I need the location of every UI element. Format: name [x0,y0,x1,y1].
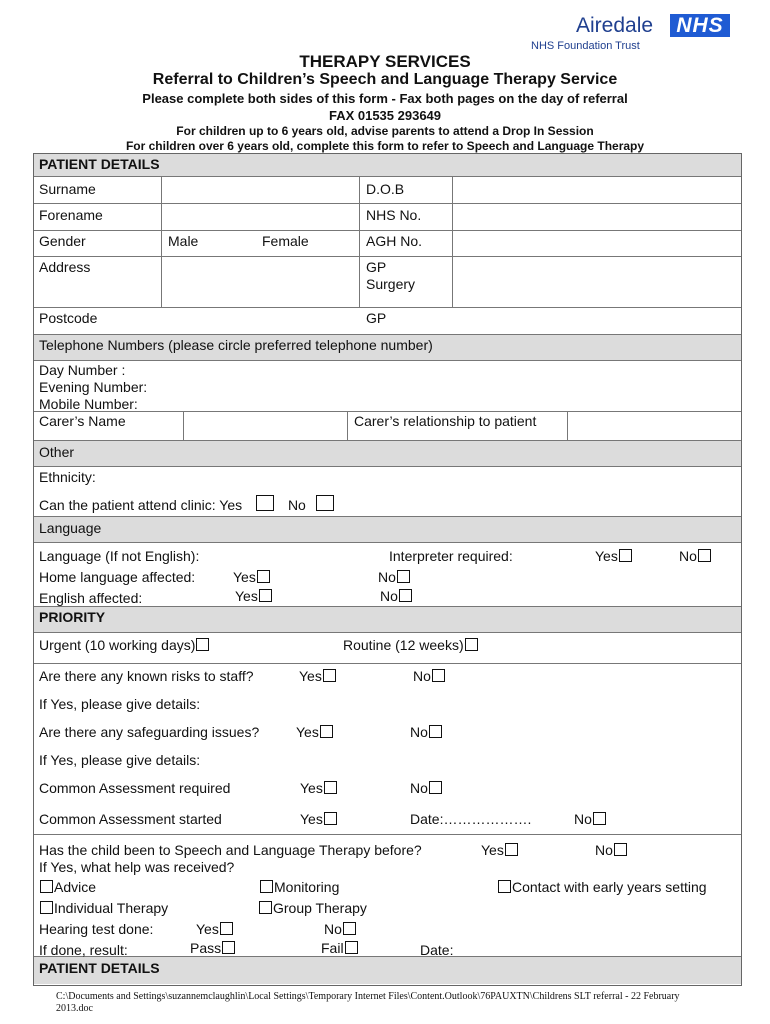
hearing-no [324,921,356,937]
slt-before-yes-checkbox[interactable] [505,843,518,856]
advice-option [40,879,96,895]
gender-female-option[interactable]: Female [262,233,309,249]
attend-clinic-yes-checkbox[interactable] [256,495,274,511]
individual-therapy-label: Individual Therapy [54,900,169,916]
routine-checkbox[interactable] [465,638,478,651]
section-language: Language [39,520,102,536]
group-therapy-checkbox[interactable] [259,901,272,914]
safeguarding-yes-checkbox[interactable] [320,725,333,738]
english-affected-label: English affected: [39,590,143,606]
ca-started-yes [300,811,337,827]
slt-before-no-label: No [595,842,613,858]
day-number-label: Day Number : [39,362,126,378]
note-under-6: For children up to 6 years old, advise parents to attend a Drop In Session [176,124,594,138]
risks-yes [299,668,336,684]
advice-checkbox[interactable] [40,880,53,893]
carer-name-label: Carer’s Name [39,413,126,429]
result-pass [190,940,235,956]
hearing-no-checkbox[interactable] [343,922,356,935]
footer-file-path: C:\Documents and Settings\suzannemclaughlin\Local Settings\Temporary Internet Files\Content.Outlook\76PAUXTN\Childrens SLT referral - 22 February 2013.doc [56,991,680,1014]
section-bar-priority [34,606,741,632]
urgent-label: Urgent (10 working days) [39,637,196,653]
ca-started-label: Common Assessment started [39,811,222,827]
ca-required-yes-checkbox[interactable] [324,781,337,794]
safeguarding-no [410,724,442,740]
instruction-text: Please complete both sides of this form - Fax both pages on the day of referral [142,91,628,106]
forename-label: Forename [39,207,103,223]
interpreter-no-checkbox[interactable] [698,549,711,562]
ca-started-yes-checkbox[interactable] [324,812,337,825]
home-language-no-checkbox[interactable] [397,570,410,583]
ethnicity-label: Ethnicity: [39,469,96,485]
safeguarding-no-label: No [410,724,428,740]
mobile-number-label: Mobile Number: [39,396,138,412]
result-fail-label: Fail [321,940,344,956]
home-language-no [378,569,410,585]
fax-number: FAX 01535 293649 [328,108,442,123]
ca-required-no [410,780,442,796]
language-if-not-english-label: Language (If not English): [39,548,200,564]
english-affected-yes-checkbox[interactable] [259,589,272,602]
english-affected-no-label: No [380,588,398,604]
english-affected-no [380,588,412,604]
hearing-yes [196,921,233,937]
telephone-heading: Telephone Numbers (please circle preferred telephone number) [39,337,433,353]
logo-trust-name: NHS Foundation Trust [531,40,640,52]
interpreter-yes [595,548,632,564]
hearing-no-label: No [324,921,342,937]
slt-before-no-checkbox[interactable] [614,843,627,856]
slt-before-no [595,842,627,858]
early-years-option [498,879,707,895]
routine-option [343,637,478,653]
ca-required-yes [300,780,337,796]
result-date-label: Date: [420,942,454,958]
nhs-number-label: NHS No. [366,207,422,223]
home-language-yes-checkbox[interactable] [257,570,270,583]
ca-started-date-field[interactable]: Date:………………. [410,811,532,827]
individual-therapy-checkbox[interactable] [40,901,53,914]
risks-no-label: No [413,668,431,684]
safeguarding-label: Are there any safeguarding issues? [39,724,260,740]
interpreter-required-label: Interpreter required: [389,548,513,564]
home-language-yes-label: Yes [233,569,256,585]
postcode-label: Postcode [39,310,98,326]
section-bar-language [34,516,741,542]
monitoring-label: Monitoring [274,879,340,895]
section-patient-details: PATIENT DETAILS [39,156,160,172]
result-fail [321,940,358,956]
individual-therapy-option [40,900,168,916]
risks-no-checkbox[interactable] [432,669,445,682]
english-affected-yes [235,588,272,604]
dob-label: D.O.B [366,181,405,197]
ca-required-no-label: No [410,780,428,796]
ca-required-no-checkbox[interactable] [429,781,442,794]
slt-before-label: Has the child been to Speech and Language Therapy before? [39,842,422,858]
interpreter-no-label: No [679,548,697,564]
ca-started-no [574,811,606,827]
gender-male-option[interactable]: Male [168,233,199,249]
page-subtitle: Referral to Children’s Speech and Language Therapy Service [152,71,618,88]
address-label: Address [39,259,91,275]
ca-required-label: Common Assessment required [39,780,231,796]
risks-to-staff-label: Are there any known risks to staff? [39,668,254,684]
urgent-option [39,637,209,653]
gp-surgery-label-line1: GP [366,259,387,275]
slt-before-yes [481,842,518,858]
ca-started-no-checkbox[interactable] [593,812,606,825]
urgent-checkbox[interactable] [196,638,209,651]
risks-no [413,668,445,684]
nhs-logo: NHS [670,14,730,37]
hearing-yes-checkbox[interactable] [220,922,233,935]
safeguarding-details-label: If Yes, please give details: [39,752,201,768]
group-therapy-option [259,900,367,916]
interpreter-yes-label: Yes [595,548,618,564]
early-years-checkbox[interactable] [498,880,511,893]
attend-clinic-label [39,495,334,513]
referral-form [33,153,742,986]
safeguarding-yes-label: Yes [296,724,319,740]
section-other: Other [39,444,75,460]
attend-clinic-no-label: No [287,497,306,513]
agh-number-label: AGH No. [366,233,423,249]
safeguarding-no-checkbox[interactable] [429,725,442,738]
ca-started-no-label: No [574,811,592,827]
routine-label: Routine (12 weeks) [343,637,464,653]
gp-surgery-label-line2: Surgery [366,276,416,292]
hearing-result-label: If done, result: [39,942,128,958]
attend-clinic-text: Can the patient attend clinic: Yes [39,497,243,513]
english-affected-yes-label: Yes [235,588,258,604]
help-received-label: If Yes, what help was received? [39,859,235,875]
interpreter-no [679,548,711,564]
ca-started-yes-label: Yes [300,811,323,827]
attend-clinic-no-checkbox[interactable] [316,495,334,511]
home-language-no-label: No [378,569,396,585]
evening-number-label: Evening Number: [39,379,148,395]
interpreter-yes-checkbox[interactable] [619,549,632,562]
group-therapy-label: Group Therapy [273,900,367,916]
result-pass-checkbox[interactable] [222,941,235,954]
monitoring-checkbox[interactable] [260,880,273,893]
hearing-test-label: Hearing test done: [39,921,154,937]
result-pass-label: Pass [190,940,222,956]
section-priority: PRIORITY [39,609,106,625]
gender-label: Gender [39,233,86,249]
safeguarding-yes [296,724,333,740]
ca-required-yes-label: Yes [300,780,323,796]
section-bar-other [34,440,741,466]
page-title: THERAPY SERVICES [299,52,471,71]
advice-label: Advice [54,879,97,895]
monitoring-option [260,879,339,895]
note-over-6: For children over 6 years old, complete this form to refer to Speech and Language Therapy [125,139,645,153]
risks-details-label: If Yes, please give details: [39,696,201,712]
home-language-yes [233,569,270,585]
gp-label: GP [366,310,387,326]
section-patient-details-2: PATIENT DETAILS [39,960,160,976]
risks-yes-checkbox[interactable] [323,669,336,682]
carer-relationship-label: Carer’s relationship to patient [354,413,537,429]
hearing-yes-label: Yes [196,921,219,937]
english-affected-no-checkbox[interactable] [399,589,412,602]
risks-yes-label: Yes [299,668,322,684]
result-fail-checkbox[interactable] [345,941,358,954]
surname-label: Surname [39,181,96,197]
slt-before-yes-label: Yes [481,842,504,858]
logo-org-name: Airedale [576,14,654,37]
early-years-label: Contact with early years setting [512,879,707,895]
home-language-affected-label: Home language affected: [39,569,196,585]
